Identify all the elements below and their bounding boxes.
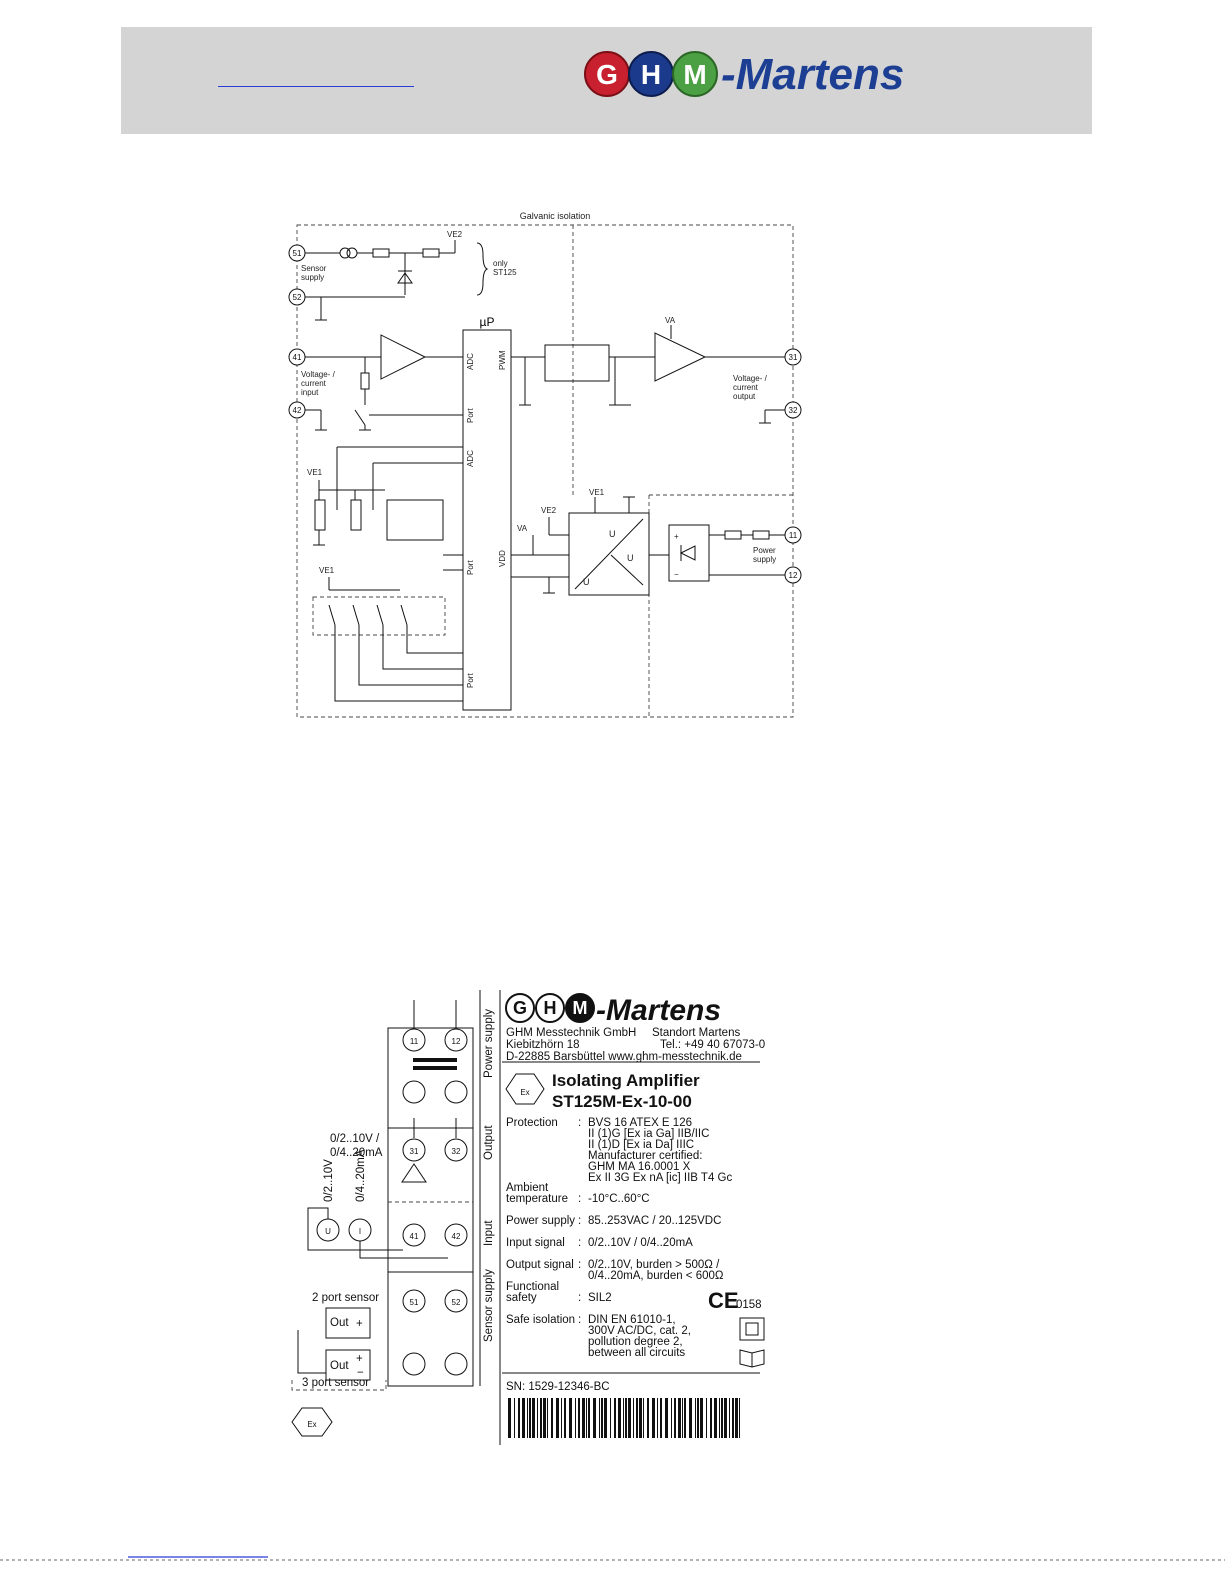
spec-functional-key2: safety bbox=[506, 1292, 537, 1304]
barcode-bar bbox=[700, 1398, 703, 1438]
sensor-3port-label: 3 port sensor bbox=[302, 1377, 370, 1389]
svg-text:U: U bbox=[325, 1227, 331, 1236]
barcode-bar bbox=[518, 1398, 520, 1438]
spec-input-value: 0/2..10V / 0/4..20mA bbox=[588, 1237, 693, 1249]
sensor-2port-out: Out bbox=[330, 1317, 349, 1329]
barcode-bar bbox=[625, 1398, 627, 1438]
ex-symbol-right: Ex bbox=[520, 1088, 530, 1097]
galvanic-isolation-title: Galvanic isolation bbox=[519, 211, 591, 221]
label-city-web: D-22885 Barsbüttel www.ghm-messtechnik.de bbox=[506, 1051, 742, 1063]
terminal-52: 52 bbox=[292, 293, 302, 302]
spec-ambient-key: Ambient bbox=[506, 1182, 549, 1194]
isolation-boundary bbox=[297, 225, 793, 717]
barcode-bar bbox=[551, 1398, 553, 1438]
barcode-bar bbox=[636, 1398, 638, 1438]
label-terminal-41: 41 bbox=[409, 1232, 419, 1241]
converter-u-2: U bbox=[627, 553, 634, 563]
barcode-bar bbox=[578, 1398, 580, 1438]
block-diagram bbox=[285, 205, 805, 725]
barcode-bar bbox=[543, 1398, 546, 1438]
spec-protection-2: II (1)G [Ex ia Ga] IIB/IIC bbox=[588, 1128, 710, 1140]
spec-protection-5: GHM MA 16.0001 X bbox=[588, 1161, 691, 1173]
barcode-bar bbox=[710, 1398, 712, 1438]
barcode-bar bbox=[582, 1398, 585, 1438]
spec-ambient-key2: temperature bbox=[506, 1193, 569, 1205]
barcode-bar bbox=[739, 1398, 740, 1438]
header-link-underline[interactable] bbox=[218, 86, 414, 87]
spec-protection-key: Protection bbox=[506, 1117, 558, 1129]
barcode-bar bbox=[724, 1398, 727, 1438]
terminal-41: 41 bbox=[292, 353, 302, 362]
barcode-bar bbox=[601, 1398, 603, 1438]
barcode-bar bbox=[556, 1398, 559, 1438]
serial-number: SN: 1529-12346-BC bbox=[506, 1381, 610, 1393]
svg-text:−: − bbox=[357, 1367, 364, 1379]
only-st125-label-2: ST125 bbox=[493, 268, 517, 277]
barcode-bar bbox=[527, 1398, 528, 1438]
output-label-3: output bbox=[733, 392, 756, 401]
barcode-bar bbox=[569, 1398, 572, 1438]
port-adc-2: ADC bbox=[466, 450, 475, 467]
barcode-bar bbox=[593, 1398, 596, 1438]
port-pwm: PWM bbox=[498, 350, 507, 370]
input-label-1: Voltage- / bbox=[301, 370, 335, 379]
barcode-bar bbox=[732, 1398, 734, 1438]
logo-letter-h: H bbox=[640, 59, 662, 90]
barcode-bar bbox=[575, 1398, 576, 1438]
spec-isolation-2: 300V AC/DC, cat. 2, bbox=[588, 1325, 691, 1337]
barcode-bar bbox=[660, 1398, 662, 1438]
barcode-bar bbox=[697, 1398, 699, 1438]
svg-text:-Martens: -Martens bbox=[596, 994, 722, 1027]
ex-symbol-left: Ex bbox=[307, 1420, 317, 1429]
output-label-1: Voltage- / bbox=[733, 374, 767, 383]
spec-output-1: 0/2..10V, burden > 500Ω / bbox=[588, 1259, 720, 1271]
barcode bbox=[508, 1398, 740, 1438]
barcode-bar bbox=[719, 1398, 720, 1438]
spec-power-sep: : bbox=[578, 1215, 582, 1227]
logo-word: -Martens bbox=[721, 50, 905, 98]
input-range-voltage: 0/2..10V bbox=[323, 1159, 335, 1202]
barcode-bar bbox=[735, 1398, 738, 1438]
barcode-bar bbox=[508, 1398, 511, 1438]
device-label bbox=[280, 990, 770, 1445]
barcode-bar bbox=[689, 1398, 692, 1438]
spec-ambient-sep: : bbox=[578, 1193, 582, 1205]
spec-isolation-3: pollution degree 2, bbox=[588, 1336, 683, 1348]
microprocessor-block bbox=[463, 330, 511, 710]
barcode-bar bbox=[547, 1398, 548, 1438]
barcode-bar bbox=[639, 1398, 642, 1438]
section-input: Input bbox=[483, 1220, 495, 1246]
svg-text:M: M bbox=[572, 998, 588, 1018]
port-port-3: Port bbox=[466, 673, 475, 688]
spec-output-key: Output signal bbox=[506, 1259, 574, 1271]
terminal-12: 12 bbox=[788, 571, 798, 580]
port-port-2: Port bbox=[466, 560, 475, 575]
rail-ve2-top: VE2 bbox=[447, 230, 463, 239]
svg-text:I: I bbox=[358, 1227, 362, 1236]
barcode-bar bbox=[540, 1398, 542, 1438]
barcode-bar bbox=[695, 1398, 696, 1438]
label-location: Standort Martens bbox=[652, 1027, 741, 1039]
label-terminal-12: 12 bbox=[451, 1037, 461, 1046]
product-line-2: ST125M-Ex-10-00 bbox=[552, 1092, 692, 1111]
label-street: Kiebitzhörn 18 bbox=[506, 1039, 580, 1051]
svg-text:−: − bbox=[674, 570, 679, 579]
product-line-1: Isolating Amplifier bbox=[552, 1071, 700, 1090]
spec-output-sep: : bbox=[578, 1259, 582, 1271]
barcode-bar bbox=[671, 1398, 672, 1438]
barcode-bar bbox=[537, 1398, 538, 1438]
terminal-32: 32 bbox=[788, 406, 798, 415]
barcode-bar bbox=[729, 1398, 730, 1438]
barcode-bar bbox=[652, 1398, 655, 1438]
barcode-bar bbox=[586, 1398, 587, 1438]
footer-rule bbox=[0, 1556, 1225, 1564]
section-sensor-supply: Sensor supply bbox=[483, 1269, 495, 1342]
barcode-bar bbox=[665, 1398, 668, 1438]
spec-isolation-sep: : bbox=[578, 1314, 582, 1326]
sensor-2port-label: 2 port sensor bbox=[312, 1292, 380, 1304]
spec-isolation-1: DIN EN 61010-1, bbox=[588, 1314, 676, 1326]
label-tel: Tel.: +49 40 67073-0 bbox=[660, 1039, 766, 1051]
rail-ve2-power: VE2 bbox=[541, 506, 557, 515]
ghm-martens-logo bbox=[583, 48, 953, 98]
logo-letter-g: G bbox=[596, 59, 618, 90]
spec-functional-sep: : bbox=[578, 1292, 582, 1304]
barcode-bar bbox=[514, 1398, 515, 1438]
label-terminal-32: 32 bbox=[451, 1147, 461, 1156]
barcode-bar bbox=[588, 1398, 590, 1438]
spec-protection-4: Manufacturer certified: bbox=[588, 1150, 703, 1162]
barcode-bar bbox=[610, 1398, 611, 1438]
converter-u-3: U bbox=[583, 577, 590, 587]
label-terminal-11: 11 bbox=[409, 1037, 419, 1046]
terminal-11: 11 bbox=[788, 531, 798, 540]
input-label-2: current bbox=[301, 379, 326, 388]
barcode-bar bbox=[561, 1398, 562, 1438]
barcode-bar bbox=[522, 1398, 525, 1438]
optocoupler bbox=[545, 345, 609, 381]
port-port-1: Port bbox=[466, 408, 475, 423]
spec-functional-value: SIL2 bbox=[588, 1292, 612, 1304]
barcode-bar bbox=[721, 1398, 723, 1438]
spec-protection-1: BVS 16 ATEX E 126 bbox=[588, 1117, 692, 1129]
barcode-bar bbox=[618, 1398, 621, 1438]
spec-isolation-key: Safe isolation bbox=[506, 1314, 576, 1326]
barcode-bar bbox=[678, 1398, 681, 1438]
spec-protection-sep: : bbox=[578, 1117, 582, 1129]
input-label-3: input bbox=[301, 388, 319, 397]
rail-ve1-left: VE1 bbox=[307, 468, 323, 477]
barcode-bar bbox=[532, 1398, 535, 1438]
barcode-bar bbox=[628, 1398, 631, 1438]
label-terminal-52: 52 bbox=[451, 1298, 461, 1307]
svg-text:+: + bbox=[674, 532, 679, 541]
microprocessor-label: µP bbox=[479, 315, 495, 329]
svg-text:G: G bbox=[512, 998, 528, 1018]
barcode-bar bbox=[614, 1398, 616, 1438]
label-terminal-42: 42 bbox=[451, 1232, 461, 1241]
only-st125-label-1: only bbox=[493, 259, 508, 268]
rail-va-top: VA bbox=[665, 316, 676, 325]
terminal-51: 51 bbox=[292, 249, 302, 258]
output-range-2: 0/4..20mA bbox=[330, 1147, 383, 1159]
barcode-bar bbox=[604, 1398, 607, 1438]
label-terminal-51: 51 bbox=[409, 1298, 419, 1307]
spec-power-value: 85..253VAC / 20..125VDC bbox=[588, 1215, 722, 1227]
barcode-bar bbox=[682, 1398, 683, 1438]
output-range-1: 0/2..10V / bbox=[330, 1133, 380, 1145]
double-insulation-icon bbox=[740, 1318, 764, 1340]
barcode-bar bbox=[674, 1398, 676, 1438]
svg-text:+: + bbox=[356, 1318, 363, 1330]
power-supply-label-2: supply bbox=[753, 555, 777, 564]
barcode-bar bbox=[706, 1398, 707, 1438]
barcode-bar bbox=[647, 1398, 649, 1438]
sensor-supply-label-1: Sensor bbox=[301, 264, 327, 273]
barcode-bar bbox=[599, 1398, 600, 1438]
port-adc-1: ADC bbox=[466, 353, 475, 370]
rail-ve1-switches: VE1 bbox=[319, 566, 335, 575]
spec-protection-6: Ex II 3G Ex nA [ic] IIB T4 Gc bbox=[588, 1172, 733, 1184]
spec-input-key: Input signal bbox=[506, 1237, 565, 1249]
sensor-supply-label-2: supply bbox=[301, 273, 325, 282]
spec-input-sep: : bbox=[578, 1237, 582, 1249]
spec-isolation-4: between all circuits bbox=[588, 1347, 686, 1359]
barcode-bar bbox=[529, 1398, 531, 1438]
rail-va-power: VE1 bbox=[589, 488, 605, 497]
svg-text:+: + bbox=[356, 1353, 363, 1365]
ce-mark: CE bbox=[708, 1288, 739, 1313]
barcode-bar bbox=[633, 1398, 634, 1438]
spec-functional-key: Functional bbox=[506, 1281, 560, 1293]
barcode-bar bbox=[623, 1398, 624, 1438]
barcode-bar bbox=[564, 1398, 566, 1438]
barcode-bar bbox=[684, 1398, 686, 1438]
label-terminal-31: 31 bbox=[409, 1147, 419, 1156]
power-supply-label-1: Power bbox=[753, 546, 776, 555]
barcode-bar bbox=[657, 1398, 658, 1438]
spec-ambient-value: -10°C..60°C bbox=[588, 1193, 650, 1205]
port-vdd: VDD bbox=[498, 550, 507, 567]
section-output: Output bbox=[483, 1125, 495, 1160]
converter-u-1: U bbox=[609, 529, 616, 539]
spec-power-key: Power supply bbox=[506, 1215, 576, 1227]
label-logo bbox=[506, 994, 721, 1027]
barcode-bar bbox=[643, 1398, 644, 1438]
svg-text:H: H bbox=[543, 998, 557, 1018]
logo-letter-m: M bbox=[683, 59, 707, 90]
input-range-current: 0/4..20mA bbox=[355, 1149, 367, 1202]
ce-number: 0158 bbox=[736, 1299, 762, 1311]
terminal-42: 42 bbox=[292, 406, 302, 415]
barcode-bar bbox=[714, 1398, 717, 1438]
sensor-3port-out: Out bbox=[330, 1360, 349, 1372]
spec-output-2: 0/4..20mA, burden < 600Ω bbox=[588, 1270, 724, 1282]
spec-protection-3: II (1)D [Ex ia Da] IIIC bbox=[588, 1139, 695, 1151]
label-company: GHM Messtechnik GmbH bbox=[506, 1027, 637, 1039]
terminal-31: 31 bbox=[788, 353, 798, 362]
rail-ve1-power: VA bbox=[517, 524, 528, 533]
section-power-supply: Power supply bbox=[483, 1008, 495, 1078]
output-label-2: current bbox=[733, 383, 758, 392]
